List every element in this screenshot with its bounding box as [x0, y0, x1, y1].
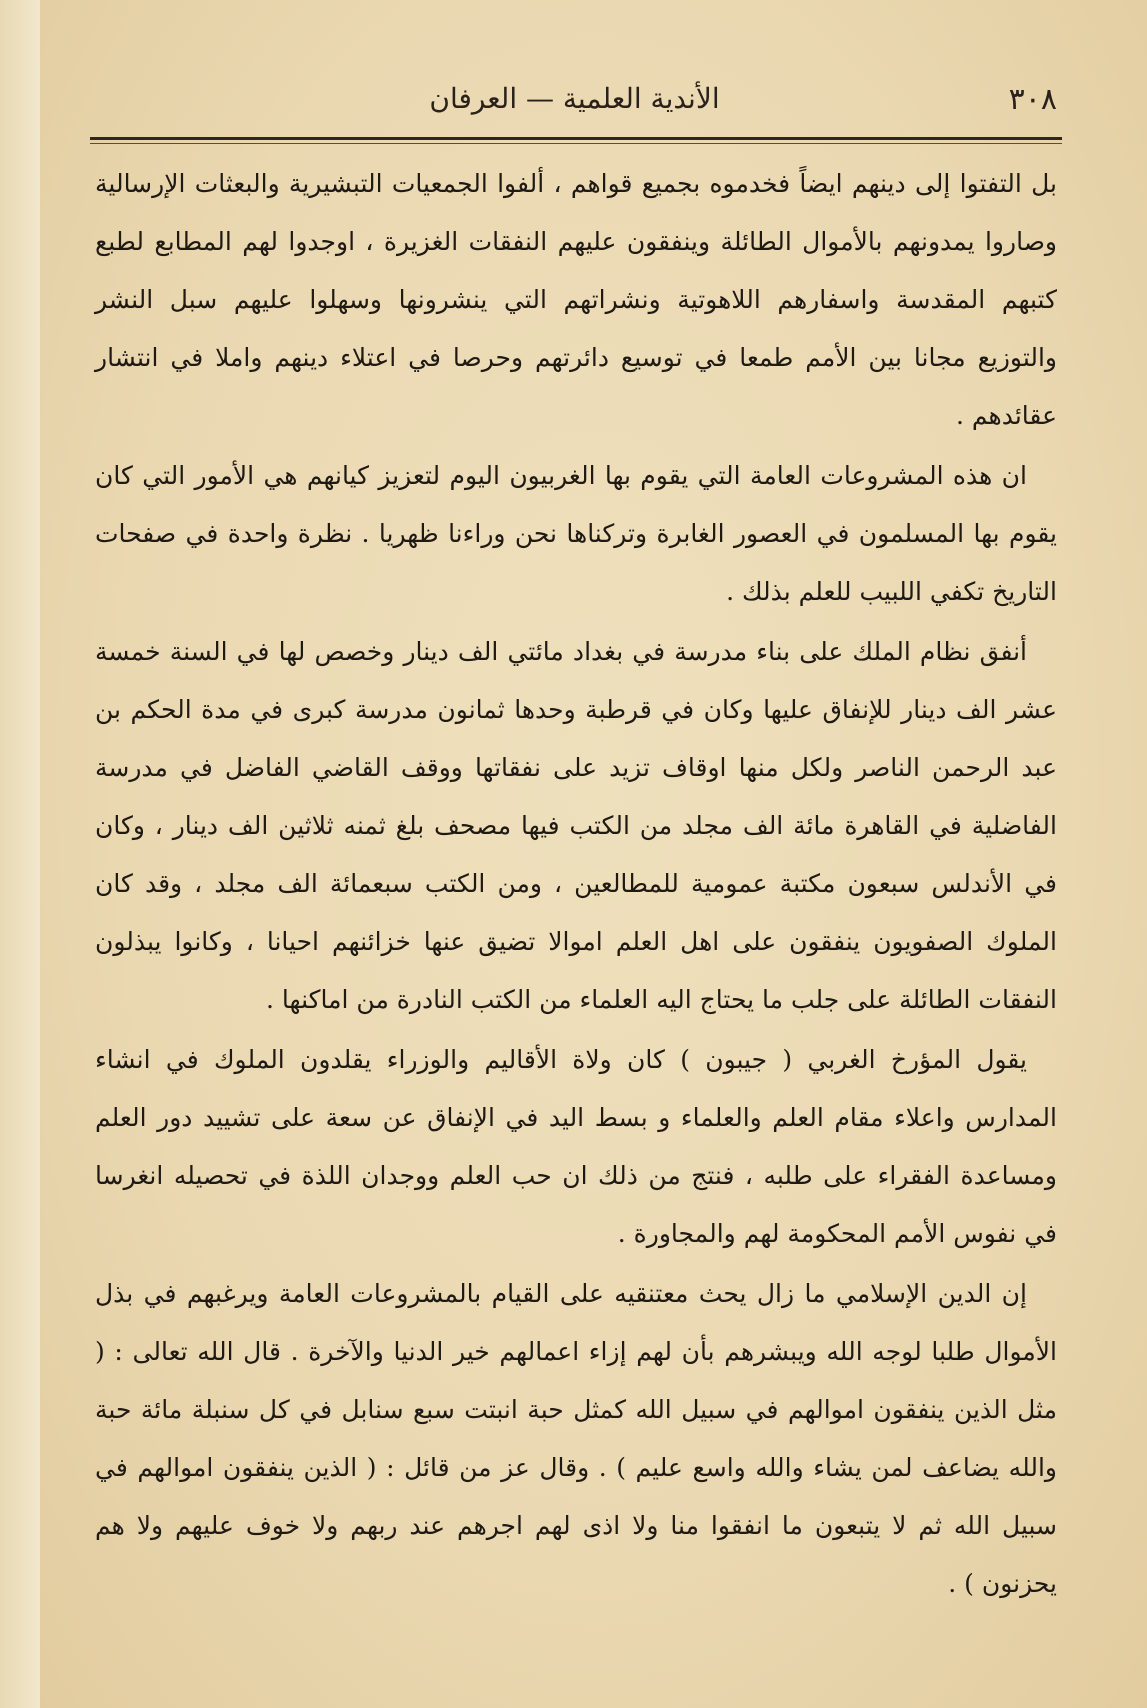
header-rule — [90, 137, 1062, 140]
header-rule-thin — [90, 143, 1062, 144]
book-page — [40, 0, 1147, 1708]
paragraph-5: إن الدين الإسلامي ما زال يحث معتنقيه على القيام بالمشروعات العامة ويرغبهم في بذل الأموال طلبا لوجه الله ويبشرهم بأن لهم إزاء اعمالهم خير الدنيا والآخرة . قال الله تعالى : ( مثل الذين ينفقون اموالهم في سبيل الله كمثل حبة انبتت سبع سنابل في كل سنبلة مائة حبة والله يضاعف لمن يشاء والله واسع عليم ) . وقال عز من قائل : ( الذين ينفقون اموالهم في سبيل الله ثم لا يتبعون ما انفقوا منا ولا اذى لهم اجرهم عند ربهم ولا خوف عليهم ولا هم يحزنون ) . — [95, 1279, 1057, 1598]
paragraph-1: بل التفتوا إلى دينهم ايضاً فخدموه بجميع قواهم ، ألفوا الجمعيات التبشيرية والبعثات الإرسالية وصاروا يمدونهم بالأموال الطائلة وينفقون عليهم النفقات الغزيرة ، اوجدوا لهم المطابع لطبع كتبهم المقدسة واسفارهم اللاهوتية ونشراتهم التي ينشرونها وسهلوا عليهم سبل النشر والتوزيع مجانا بين الأمم طمعا في توسيع دائرتهم وحرصا في اعتلاء دينهم واملا في انتشار عقائدهم . — [95, 169, 1057, 430]
paragraph-2: ان هذه المشروعات العامة التي يقوم بها الغربيون اليوم لتعزيز كيانهم هي الأمور التي كان يقوم بها المسلمون في العصور الغابرة وتركناها نحن وراءنا ظهريا . نظرة واحدة في صفحات التاريخ تكفي اللبيب للعلم بذلك . — [95, 461, 1057, 606]
page-header — [92, 72, 1057, 132]
page-binding-edge — [0, 0, 40, 1708]
paragraph-3: أنفق نظام الملك على بناء مدرسة في بغداد مائتي الف دينار وخصص لها في السنة خمسة عشر الف دينار للإنفاق عليها وكان في قرطبة وحدها ثمانون مدرسة كبرى في مدة الحكم بن عبد الرحمن الناصر ولكل منها اوقاف تزيد على نفقاتها ووقف القاضي الفاضل في مدرسة الفاضلية في القاهرة مائة الف مجلد من الكتب فيها مصحف بلغ ثمنه ثلاثين الف دينار ، وكان في الأندلس سبعون مكتبة عمومية للمطالعين ، ومن الكتب سبعمائة الف مجلد ، وقد كان الملوك الصفويون ينفقون على اهل العلم اموالا تضيق عنها خزائنهم احيانا ، وكانوا يبذلون النفقات الطائلة على جلب ما يحتاج اليه العلماء من الكتب النادرة من اماكنها . — [95, 637, 1057, 1014]
paragraph-4: يقول المؤرخ الغربي ( جيبون ) كان ولاة الأقاليم والوزراء يقلدون الملوك في انشاء المدارس واعلاء مقام العلم والعلماء و بسط اليد في الإنفاق عن سعة على تشييد دور العلم ومساعدة الفقراء على طلبه ، فنتج من ذلك ان حب العلم ووجدان اللذة في تحصيله انغرسا في نفوس الأمم المحكومة لهم والمجاورة . — [95, 1045, 1057, 1248]
body-text — [95, 155, 1057, 1613]
page-number: ٣٠٨ — [1008, 82, 1057, 117]
running-title: الأندية العلمية — العرفان — [429, 82, 720, 115]
